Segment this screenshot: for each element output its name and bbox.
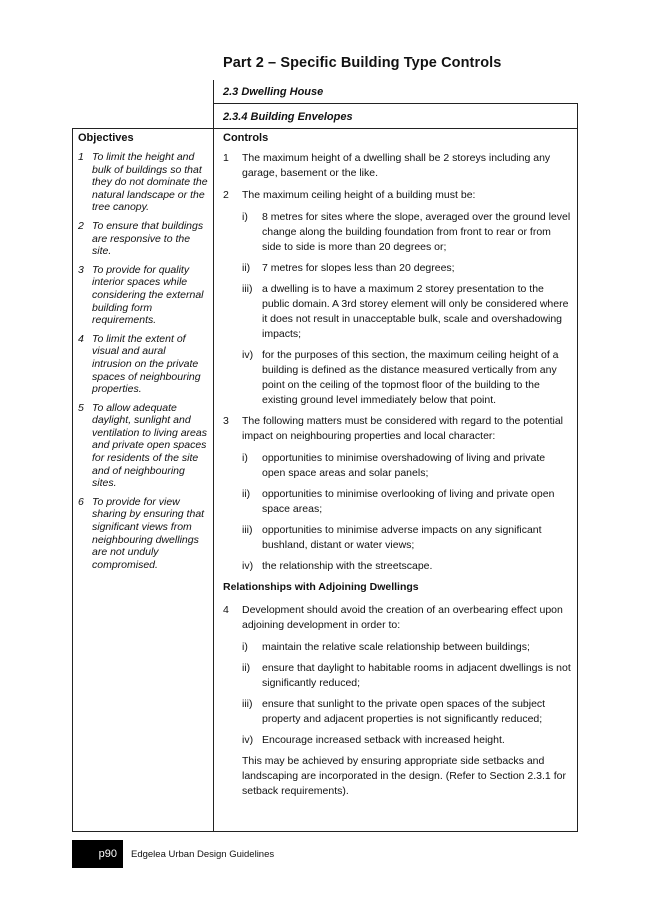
sub-number: iv) <box>242 734 254 746</box>
objective-text: To allow adequate daylight, sunlight and ventilation to living areas and private open spaces for residents of the site and of neighbouring sites. <box>92 401 207 490</box>
sub-number: iii) <box>242 698 253 710</box>
objective-number: 3 <box>78 263 84 276</box>
control-number: 4 <box>223 604 229 616</box>
sub-text: 7 metres for slopes less than 20 degrees; <box>262 262 455 274</box>
sub-number: ii) <box>242 662 251 674</box>
sub-text: opportunities to minimise overlooking of living and private open space areas; <box>262 488 555 515</box>
sub-item <box>242 282 571 342</box>
sub-item <box>242 559 571 574</box>
sub-number: iii) <box>242 283 253 295</box>
control-text: The following matters must be considered with regard to the potential impact on neighbouring properties and local character: <box>242 415 564 442</box>
objective-number: 5 <box>78 401 84 414</box>
objective-item <box>78 402 208 490</box>
control-item-4 <box>223 603 571 633</box>
frame-left <box>72 128 73 832</box>
sub-text: maintain the relative scale relationship between buildings; <box>262 641 530 653</box>
control-number: 2 <box>223 189 229 201</box>
sub-text: opportunities to minimise adverse impacts on any significant bushland, distant or water views; <box>262 524 542 551</box>
sub-number: ii) <box>242 488 251 500</box>
frame-right <box>577 103 578 832</box>
divider-horizontal-top <box>213 103 578 104</box>
publication-title: Edgelea Urban Design Guidelines <box>131 849 275 860</box>
sub-number: i) <box>242 452 248 464</box>
objective-text: To provide for quality interior spaces while considering the external building form requirements. <box>92 263 204 327</box>
column-divider <box>213 103 214 832</box>
control-item-1 <box>223 151 571 181</box>
sub-text: a dwelling is to have a maximum 2 storey presentation to the public domain. A 3rd storey element will only be considered where it does not result in unacceptable bulk, scale and overshadowing impacts; <box>262 283 569 340</box>
control-text: The maximum height of a dwelling shall be 2 storeys including any garage, basement or the like. <box>242 152 551 179</box>
sub-item <box>242 697 571 727</box>
objective-text: To limit the extent of visual and aural intrusion on the private spaces of neighbouring properties. <box>92 332 201 396</box>
objective-text: To limit the height and bulk of buildings so that they do not dominate the natural landscape or the tree canopy. <box>92 151 208 214</box>
sub-text: the relationship with the streetscape. <box>262 560 433 572</box>
sub-text: ensure that daylight to habitable rooms in adjacent dwellings is not significantly reduced; <box>262 662 571 689</box>
sub-item <box>242 451 571 481</box>
sub-item <box>242 640 571 655</box>
sub-text: ensure that sunlight to the private open spaces of the subject property and adjacent properties is not significantly reduced; <box>262 698 546 725</box>
objective-text: To provide for view sharing by ensuring that significant views from neighbouring dwellings are not unduly compromised. <box>92 495 205 571</box>
control-text: Development should avoid the creation of an overbearing effect upon adjoining development in order to: <box>242 604 563 631</box>
sub-number: iv) <box>242 349 254 361</box>
controls-heading: Controls <box>223 132 269 144</box>
control-text: The maximum ceiling height of a building must be: <box>242 189 476 201</box>
sub-item <box>242 661 571 691</box>
page-number-badge <box>72 840 123 868</box>
sub-text: for the purposes of this section, the maximum ceiling height of a building is defined as the distance measured vertically from any point on the ceiling of the topmost floor of the building to the existing ground level immediately below that point. <box>262 349 559 406</box>
part-title: Part 2 – Specific Building Type Controls <box>223 55 502 71</box>
sub-item <box>242 487 571 517</box>
objective-text: To ensure that buildings are responsive to the site. <box>92 219 204 258</box>
control-item-2 <box>223 188 571 203</box>
sub-item <box>242 523 571 553</box>
control-number: 3 <box>223 415 229 427</box>
sub-number: i) <box>242 211 248 223</box>
control-item-3 <box>223 414 571 444</box>
relationships-heading: Relationships with Adjoining Dwellings <box>223 581 419 593</box>
page-number: p90 <box>98 848 117 860</box>
objectives-heading: Objectives <box>78 132 134 144</box>
frame-horizontal <box>72 128 578 129</box>
control-number: 1 <box>223 152 229 164</box>
sub-text: 8 metres for sites where the slope, averaged over the ground level change along the building foundation from front to rear or from side to side is more than 20 degrees or; <box>262 211 571 253</box>
trailing-note: This may be achieved by ensuring appropriate side setbacks and landscaping are incorporated in the design. (Refer to Section 2.3.1 for setback requirements). <box>242 755 566 797</box>
sub-text: Encourage increased setback with increased height. <box>262 734 505 746</box>
objective-item <box>78 264 208 327</box>
objective-number: 1 <box>78 151 84 163</box>
sub-number: iv) <box>242 560 254 572</box>
objective-item <box>78 220 208 258</box>
sub-item <box>242 733 571 748</box>
sub-text: opportunities to minimise overshadowing of living and private open space areas and solar panels; <box>262 452 546 479</box>
sub-item <box>242 348 571 408</box>
sub-item <box>242 261 571 276</box>
objective-item <box>78 333 208 396</box>
section-title: 2.3 Dwelling House <box>223 86 324 98</box>
divider-vertical-top <box>213 80 214 104</box>
objective-number: 6 <box>78 495 84 508</box>
objective-number: 2 <box>78 219 84 232</box>
sub-number: ii) <box>242 262 251 274</box>
controls-list <box>223 151 571 799</box>
objectives-list <box>78 151 208 577</box>
objective-number: 4 <box>78 332 84 345</box>
sub-item <box>242 210 571 255</box>
sub-number: iii) <box>242 524 253 536</box>
sub-number: i) <box>242 641 248 653</box>
objective-item <box>78 496 208 572</box>
frame-bottom <box>72 831 578 832</box>
objective-item <box>78 151 208 214</box>
subsection-title: 2.3.4 Building Envelopes <box>223 111 353 123</box>
